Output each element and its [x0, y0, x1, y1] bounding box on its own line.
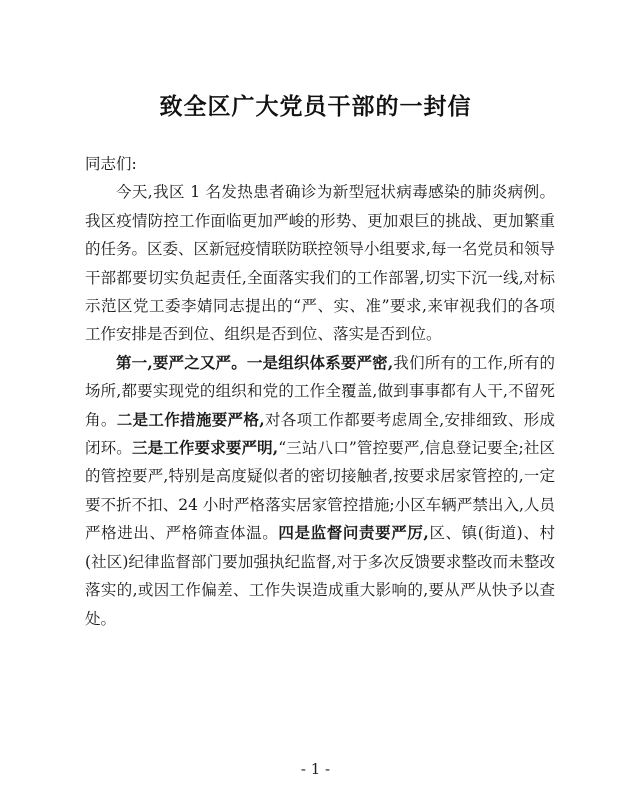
document-title: 致全区广大党员干部的一封信: [159, 93, 472, 120]
paragraph-2: [85, 349, 555, 633]
point-4-heading: 四是监督问责要严厉,: [278, 523, 429, 543]
section-lead: 第一,要严之又严。: [116, 352, 247, 372]
paragraph-1: 今天,我区 1 名发热患者确诊为新型冠状病毒感染的肺炎病例。我区疫情防控工作面临更加严峻的形势、更加艰巨的挑战、更加繁重的任务。区委、区新冠疫情联防联控领导小组要求,每一名党员和领导干部都要切实负起责任,全面落实我们的工作部署,切实下沉一线,对标示范区党工委李婧同志提出的“严、实、准”要求,来审视我们的各项工作安排是否到位、组织是否到位、落实是否到位。: [85, 183, 555, 344]
point-4-text: 区、镇(街道)、村(社区)纪律监督部门要加强执纪监督,对于多次反馈要求整改而未整改落实的,或因工作偏差、工作失误造成重大影响的,要从严从快予以查处。: [85, 524, 555, 628]
page-number: - 1 -: [300, 760, 331, 778]
point-2-heading: 二是工作措施要严格,: [116, 409, 265, 429]
point-3-heading: 三是工作要求要严明,: [131, 438, 279, 458]
point-2-text: 对各项工作都要考虑周全,安排细致、形成闭环。: [85, 410, 555, 458]
document-body: [85, 150, 555, 633]
salutation: 同志们:: [85, 155, 137, 173]
point-1-text: 我们所有的工作,所有的场所,都要实现党的组织和党的工作全覆盖,做到事事都有人干,不留死角。: [85, 353, 555, 429]
point-3-text: “三站八口”管控要严,信息登记要全;社区的管控要严,特别是高度疑似者的密切接触者,按要求居家管控的,一定要不折不扣、24 小时严格落实居家管控措施;小区车辆严禁出入,人员严格进出、严格筛查体温。: [85, 439, 555, 543]
point-1-heading: 一是组织体系要严密,: [246, 352, 394, 372]
